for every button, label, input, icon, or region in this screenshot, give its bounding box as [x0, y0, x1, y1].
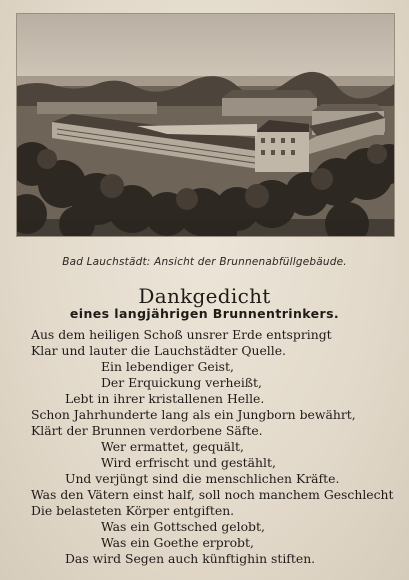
- poem-subtitle: eines langjährigen Brunnentrinkers.: [69, 306, 340, 321]
- poem-line: Lebt in ihrer kristallenen Helle.: [65, 391, 265, 406]
- poem-line: Klärt der Brunnen verdorbene Säfte.: [31, 423, 263, 438]
- poem-line: Das wird Segen auch künftighin stiften.: [65, 551, 316, 566]
- aerial-view-illustration: [16, 13, 395, 237]
- poem-line: Ein lebendiger Geist,: [101, 359, 234, 374]
- poem-line: Klar und lauter die Lauchstädter Quelle.: [31, 343, 286, 358]
- image-caption: Bad Lauchstädt: Ansicht der Brunnenabfüllgebäude.: [62, 256, 347, 268]
- poem-title: Dankgedicht: [138, 284, 271, 308]
- poem-line: Was den Vätern einst half, soll noch manchem Geschlecht: [31, 487, 394, 502]
- poem-line: Schon Jahrhunderte lang als ein Jungborn bewährt,: [31, 407, 356, 422]
- poem-line: Wer ermattet, gequält,: [101, 439, 244, 454]
- poem-line: Was ein Goethe erprobt,: [101, 535, 254, 550]
- poem-line: Was ein Gottsched gelobt,: [101, 519, 265, 534]
- poem-line: Aus dem heiligen Schoß unsrer Erde entspringt: [31, 327, 332, 342]
- poem-line: Wird erfrischt und gestählt,: [101, 455, 276, 470]
- poem-line: Die belasteten Körper entgiften.: [31, 503, 235, 518]
- poem-line: Und verjüngt sind die menschlichen Kräfte.: [65, 471, 340, 486]
- poem-line: Der Erquickung verheißt,: [101, 375, 262, 390]
